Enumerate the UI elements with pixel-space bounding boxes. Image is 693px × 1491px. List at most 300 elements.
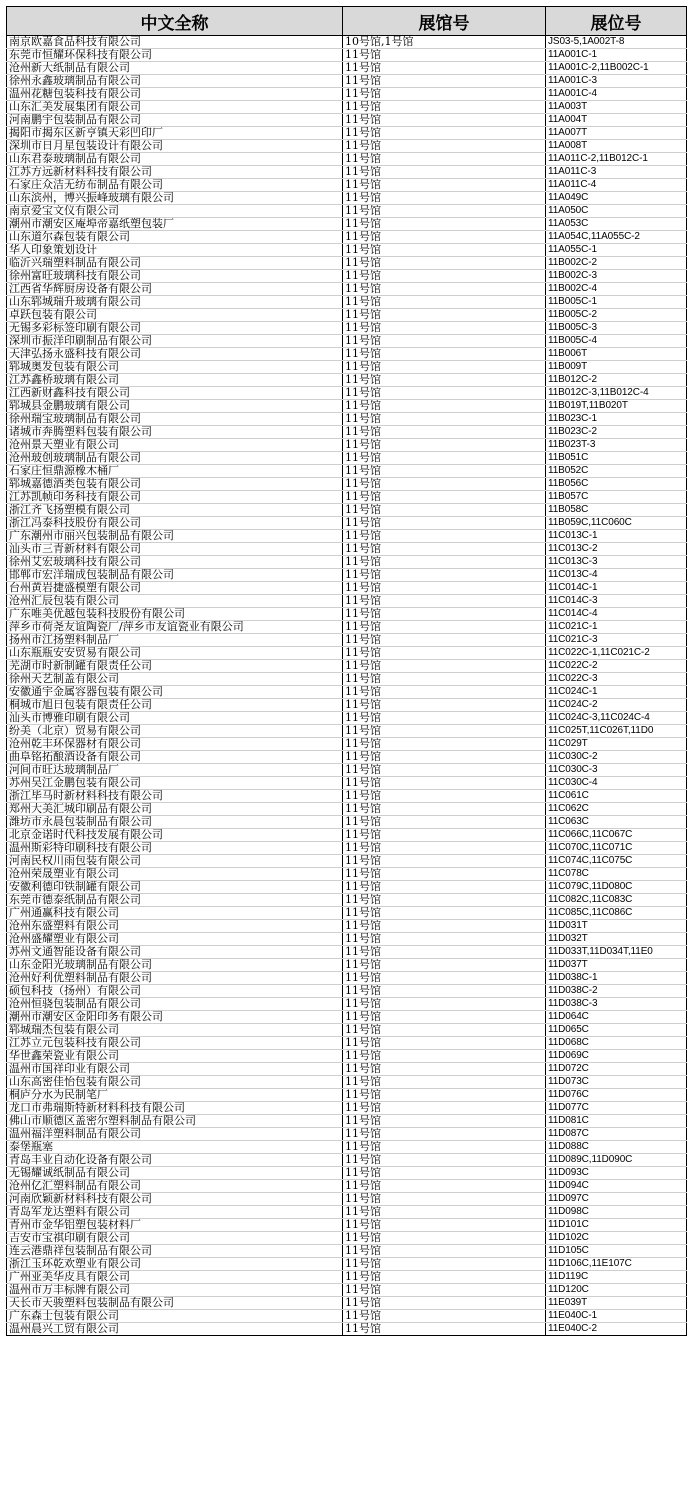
booth-number-cell[interactable]: 11A011C-3 — [546, 166, 687, 179]
booth-number-cell[interactable]: 11C013C-2 — [546, 543, 687, 556]
booth-number-cell[interactable]: 11D089C,11D090C — [546, 1154, 687, 1167]
booth-number-cell[interactable]: 11A001C-3 — [546, 75, 687, 88]
hall-number-cell[interactable]: 11号馆 — [343, 582, 546, 595]
company-name-cell[interactable]: 河南民权川雨包装有限公司 — [7, 855, 343, 868]
company-name-cell[interactable]: 安徽利德印铁制罐有限公司 — [7, 881, 343, 894]
hall-number-cell[interactable]: 11号馆 — [343, 998, 546, 1011]
hall-number-cell[interactable]: 11号馆 — [343, 556, 546, 569]
booth-number-cell[interactable]: 11C030C-2 — [546, 751, 687, 764]
hall-number-cell[interactable]: 11号馆 — [343, 452, 546, 465]
booth-number-cell[interactable]: 11A011C-4 — [546, 179, 687, 192]
hall-number-cell[interactable]: 11号馆 — [343, 1011, 546, 1024]
booth-number-cell[interactable]: 11C021C-1 — [546, 621, 687, 634]
company-name-cell[interactable]: 徐州艾宏玻璃科技有限公司 — [7, 556, 343, 569]
booth-number-cell[interactable]: 11C014C-3 — [546, 595, 687, 608]
booth-number-cell[interactable]: 11A053C — [546, 218, 687, 231]
hall-number-cell[interactable]: 11号馆 — [343, 1102, 546, 1115]
hall-number-cell[interactable]: 11号馆 — [343, 270, 546, 283]
hall-number-cell[interactable]: 11号馆 — [343, 1258, 546, 1271]
hall-number-cell[interactable]: 11号馆 — [343, 1297, 546, 1310]
company-name-cell[interactable]: 沧州荣晟塑业有限公司 — [7, 868, 343, 881]
hall-number-cell[interactable]: 11号馆 — [343, 465, 546, 478]
booth-number-cell[interactable]: 11B005C-4 — [546, 335, 687, 348]
company-name-cell[interactable]: 山东金阳光玻璃制品有限公司 — [7, 959, 343, 972]
hall-number-cell[interactable]: 11号馆 — [343, 1076, 546, 1089]
booth-number-cell[interactable]: 11B006T — [546, 348, 687, 361]
booth-number-cell[interactable]: 11B002C-4 — [546, 283, 687, 296]
booth-number-cell[interactable]: 11D065C — [546, 1024, 687, 1037]
booth-number-cell[interactable]: 11C021C-3 — [546, 634, 687, 647]
company-name-cell[interactable]: 连云港鼎祥包装制品有限公司 — [7, 1245, 343, 1258]
hall-number-cell[interactable]: 11号馆 — [343, 595, 546, 608]
hall-number-cell[interactable]: 11号馆 — [343, 868, 546, 881]
hall-number-cell[interactable]: 11号馆 — [343, 621, 546, 634]
company-name-cell[interactable]: 深圳市日月星包装设计有限公司 — [7, 140, 343, 153]
company-name-cell[interactable]: 广东森士包装有限公司 — [7, 1310, 343, 1323]
booth-number-cell[interactable]: 11D032T — [546, 933, 687, 946]
hall-number-cell[interactable]: 11号馆 — [343, 387, 546, 400]
hall-number-cell[interactable]: 11号馆 — [343, 972, 546, 985]
company-name-cell[interactable]: 华世鑫荣瓷业有限公司 — [7, 1050, 343, 1063]
hall-number-cell[interactable]: 11号馆 — [343, 439, 546, 452]
company-name-cell[interactable]: 温州斯彩特印刷科技有限公司 — [7, 842, 343, 855]
hall-number-cell[interactable]: 11号馆 — [343, 1154, 546, 1167]
hall-number-cell[interactable]: 11号馆 — [343, 244, 546, 257]
company-name-cell[interactable]: 硕包科技（扬州）有限公司 — [7, 985, 343, 998]
booth-number-cell[interactable]: 11B058C — [546, 504, 687, 517]
booth-number-cell[interactable]: 11D097C — [546, 1193, 687, 1206]
hall-number-cell[interactable]: 11号馆 — [343, 309, 546, 322]
hall-number-cell[interactable]: 11号馆 — [343, 634, 546, 647]
company-name-cell[interactable]: 沧州乾丰环保器材有限公司 — [7, 738, 343, 751]
company-name-cell[interactable]: 诸城市奔腾塑料包装有限公司 — [7, 426, 343, 439]
company-name-cell[interactable]: 江苏凯帧印务科技有限公司 — [7, 491, 343, 504]
company-name-cell[interactable]: 北京金诺时代科技发展有限公司 — [7, 829, 343, 842]
booth-number-cell[interactable]: 11D037T — [546, 959, 687, 972]
booth-number-cell[interactable]: 11C079C,11D080C — [546, 881, 687, 894]
company-name-cell[interactable]: 石家庄众洁无纺布制品有限公司 — [7, 179, 343, 192]
company-name-cell[interactable]: 深圳市振洋印刷制品有限公司 — [7, 335, 343, 348]
booth-number-cell[interactable]: 11C085C,11C086C — [546, 907, 687, 920]
booth-number-cell[interactable]: 11C013C-1 — [546, 530, 687, 543]
company-name-cell[interactable]: 沧州恒骁包装制品有限公司 — [7, 998, 343, 1011]
company-name-cell[interactable]: 无锡耀诚纸制品有限公司 — [7, 1167, 343, 1180]
company-name-cell[interactable]: 温州福洋塑料制品有限公司 — [7, 1128, 343, 1141]
hall-number-cell[interactable]: 11号馆 — [343, 491, 546, 504]
hall-number-cell[interactable]: 11号馆 — [343, 946, 546, 959]
hall-number-cell[interactable]: 11号馆 — [343, 1063, 546, 1076]
company-name-cell[interactable]: 天津弘扬永盛科技有限公司 — [7, 348, 343, 361]
company-name-cell[interactable]: 浙江玉环乾欢塑业有限公司 — [7, 1258, 343, 1271]
booth-number-cell[interactable]: 11D098C — [546, 1206, 687, 1219]
company-name-cell[interactable]: 无锡多彩标签印刷有限公司 — [7, 322, 343, 335]
company-name-cell[interactable]: 汕头市博雅印刷有限公司 — [7, 712, 343, 725]
company-name-cell[interactable]: 江苏鑫桥玻璃有限公司 — [7, 374, 343, 387]
hall-number-cell[interactable]: 11号馆 — [343, 530, 546, 543]
booth-number-cell[interactable]: 11B005C-1 — [546, 296, 687, 309]
company-name-cell[interactable]: 龙口市弗瑞斯特新材料科技有限公司 — [7, 1102, 343, 1115]
hall-number-cell[interactable]: 11号馆 — [343, 478, 546, 491]
company-name-cell[interactable]: 浙江齐飞扬塑模有限公司 — [7, 504, 343, 517]
booth-number-cell[interactable]: 11C061C — [546, 790, 687, 803]
company-name-cell[interactable]: 河南鹏宇包装制品有限公司 — [7, 114, 343, 127]
booth-number-cell[interactable]: JS03-5,1A002T-8 — [546, 36, 687, 49]
hall-number-cell[interactable]: 11号馆 — [343, 114, 546, 127]
booth-number-cell[interactable]: 11B052C — [546, 465, 687, 478]
company-name-cell[interactable]: 郓城瑞杰包装有限公司 — [7, 1024, 343, 1037]
company-name-cell[interactable]: 南京欧嘉食品科技有限公司 — [7, 36, 343, 49]
booth-number-cell[interactable]: 11A001C-2,11B002C-1 — [546, 62, 687, 75]
hall-number-cell[interactable]: 11号馆 — [343, 335, 546, 348]
hall-number-cell[interactable]: 11号馆 — [343, 127, 546, 140]
hall-number-cell[interactable]: 11号馆 — [343, 192, 546, 205]
company-name-cell[interactable]: 沧州汇辰包装有限公司 — [7, 595, 343, 608]
booth-number-cell[interactable]: 11D093C — [546, 1167, 687, 1180]
company-name-cell[interactable]: 江苏方远新材料科技有限公司 — [7, 166, 343, 179]
company-name-cell[interactable]: 河南欣颖新材料科技有限公司 — [7, 1193, 343, 1206]
company-name-cell[interactable]: 山东君泰玻璃制品有限公司 — [7, 153, 343, 166]
hall-number-cell[interactable]: 11号馆 — [343, 660, 546, 673]
hall-number-cell[interactable]: 11号馆 — [343, 920, 546, 933]
booth-number-cell[interactable]: 11D119C — [546, 1271, 687, 1284]
company-name-cell[interactable]: 桐城市旭日包装有限责任公司 — [7, 699, 343, 712]
hall-number-cell[interactable]: 11号馆 — [343, 1232, 546, 1245]
booth-number-cell[interactable]: 11D120C — [546, 1284, 687, 1297]
hall-number-cell[interactable]: 11号馆 — [343, 985, 546, 998]
hall-number-cell[interactable]: 11号馆 — [343, 231, 546, 244]
hall-number-cell[interactable]: 11号馆 — [343, 517, 546, 530]
company-name-cell[interactable]: 浙江毕马时新材料科技有限公司 — [7, 790, 343, 803]
company-name-cell[interactable]: 河间市旺达玻璃制品厂 — [7, 764, 343, 777]
booth-number-cell[interactable]: 11C074C,11C075C — [546, 855, 687, 868]
booth-number-cell[interactable]: 11B051C — [546, 452, 687, 465]
company-name-cell[interactable]: 青州市金华铝塑包装材料厂 — [7, 1219, 343, 1232]
hall-number-cell[interactable]: 11号馆 — [343, 205, 546, 218]
hall-number-cell[interactable]: 11号馆 — [343, 49, 546, 62]
booth-number-cell[interactable]: 11A011C-2,11B012C-1 — [546, 153, 687, 166]
hall-number-cell[interactable]: 11号馆 — [343, 647, 546, 660]
booth-number-cell[interactable]: 11D106C,11E107C — [546, 1258, 687, 1271]
company-name-cell[interactable]: 苏州文通智能设备有限公司 — [7, 946, 343, 959]
booth-number-cell[interactable]: 11B057C — [546, 491, 687, 504]
hall-number-cell[interactable]: 11号馆 — [343, 816, 546, 829]
hall-number-cell[interactable]: 11号馆 — [343, 62, 546, 75]
hall-number-cell[interactable]: 11号馆 — [343, 1219, 546, 1232]
booth-number-cell[interactable]: 11B005C-2 — [546, 309, 687, 322]
company-name-cell[interactable]: 徐州永鑫玻璃制品有限公司 — [7, 75, 343, 88]
hall-number-cell[interactable]: 11号馆 — [343, 374, 546, 387]
company-name-cell[interactable]: 临沂兴瑞塑料制品有限公司 — [7, 257, 343, 270]
company-name-cell[interactable]: 沧州盛耀塑业有限公司 — [7, 933, 343, 946]
hall-number-cell[interactable]: 11号馆 — [343, 738, 546, 751]
booth-number-cell[interactable]: 11E040C-2 — [546, 1323, 687, 1336]
company-name-cell[interactable]: 广州亚美华皮具有限公司 — [7, 1271, 343, 1284]
booth-number-cell[interactable]: 11B002C-2 — [546, 257, 687, 270]
booth-number-cell[interactable]: 11A055C-1 — [546, 244, 687, 257]
booth-number-cell[interactable]: 11C025T,11C026T,11D0 — [546, 725, 687, 738]
booth-number-cell[interactable]: 11D038C-2 — [546, 985, 687, 998]
company-name-cell[interactable]: 青岛丰业自动化设备有限公司 — [7, 1154, 343, 1167]
hall-number-cell[interactable]: 11号馆 — [343, 777, 546, 790]
hall-number-cell[interactable]: 11号馆 — [343, 361, 546, 374]
booth-number-cell[interactable]: 11C030C-4 — [546, 777, 687, 790]
company-name-cell[interactable]: 江西省华辉厨房设备有限公司 — [7, 283, 343, 296]
booth-number-cell[interactable]: 11A004T — [546, 114, 687, 127]
hall-number-cell[interactable]: 11号馆 — [343, 608, 546, 621]
hall-number-cell[interactable]: 11号馆 — [343, 1115, 546, 1128]
company-name-cell[interactable]: 温州市国祥印业有限公司 — [7, 1063, 343, 1076]
company-name-cell[interactable]: 佛山市顺德区盖密尔塑料制品有限公司 — [7, 1115, 343, 1128]
hall-number-cell[interactable]: 11号馆 — [343, 166, 546, 179]
company-name-cell[interactable]: 山东滨州，博兴振峰玻璃有限公司 — [7, 192, 343, 205]
hall-number-cell[interactable]: 11号馆 — [343, 1180, 546, 1193]
hall-number-cell[interactable]: 11号馆 — [343, 959, 546, 972]
booth-number-cell[interactable]: 11B019T,11B020T — [546, 400, 687, 413]
hall-number-cell[interactable]: 11号馆 — [343, 907, 546, 920]
hall-number-cell[interactable]: 11号馆 — [343, 686, 546, 699]
company-name-cell[interactable]: 纷美（北京）贸易有限公司 — [7, 725, 343, 738]
hall-number-cell[interactable]: 11号馆 — [343, 1128, 546, 1141]
hall-number-cell[interactable]: 11号馆 — [343, 842, 546, 855]
booth-number-cell[interactable]: 11D087C — [546, 1128, 687, 1141]
hall-number-cell[interactable]: 11号馆 — [343, 426, 546, 439]
hall-number-cell[interactable]: 11号馆 — [343, 283, 546, 296]
company-name-cell[interactable]: 山东道尔森包装有限公司 — [7, 231, 343, 244]
company-name-cell[interactable]: 苏州吴江金鹏包装有限公司 — [7, 777, 343, 790]
hall-number-cell[interactable]: 11号馆 — [343, 1024, 546, 1037]
company-name-cell[interactable]: 沧州东盛塑料有限公司 — [7, 920, 343, 933]
company-name-cell[interactable]: 江苏立元包装科技有限公司 — [7, 1037, 343, 1050]
booth-number-cell[interactable]: 11D101C — [546, 1219, 687, 1232]
booth-number-cell[interactable]: 11C014C-1 — [546, 582, 687, 595]
company-name-cell[interactable]: 南京爱宝文仪有限公司 — [7, 205, 343, 218]
hall-number-cell[interactable]: 11号馆 — [343, 725, 546, 738]
hall-number-cell[interactable]: 11号馆 — [343, 699, 546, 712]
booth-number-cell[interactable]: 11B012C-3,11B012C-4 — [546, 387, 687, 400]
hall-number-cell[interactable]: 11号馆 — [343, 673, 546, 686]
booth-number-cell[interactable]: 11D094C — [546, 1180, 687, 1193]
hall-number-cell[interactable]: 11号馆 — [343, 1193, 546, 1206]
company-name-cell[interactable]: 天长市天骏塑料包装制品有限公司 — [7, 1297, 343, 1310]
booth-number-cell[interactable]: 11D081C — [546, 1115, 687, 1128]
booth-number-cell[interactable]: 11D038C-1 — [546, 972, 687, 985]
hall-number-cell[interactable]: 11号馆 — [343, 75, 546, 88]
booth-number-cell[interactable]: 11D069C — [546, 1050, 687, 1063]
booth-number-cell[interactable]: 11D102C — [546, 1232, 687, 1245]
hall-number-cell[interactable]: 11号馆 — [343, 1037, 546, 1050]
booth-number-cell[interactable]: 11A054C,11A055C-2 — [546, 231, 687, 244]
booth-number-cell[interactable]: 11C024C-1 — [546, 686, 687, 699]
booth-number-cell[interactable]: 11B023T-3 — [546, 439, 687, 452]
booth-number-cell[interactable]: 11C062C — [546, 803, 687, 816]
company-name-cell[interactable]: 泰堡瓶塞 — [7, 1141, 343, 1154]
hall-number-cell[interactable]: 11号馆 — [343, 1284, 546, 1297]
hall-number-cell[interactable]: 11号馆 — [343, 400, 546, 413]
booth-number-cell[interactable]: 11D064C — [546, 1011, 687, 1024]
booth-number-cell[interactable]: 11C022C-2 — [546, 660, 687, 673]
booth-number-cell[interactable]: 11C030C-3 — [546, 764, 687, 777]
hall-number-cell[interactable]: 11号馆 — [343, 764, 546, 777]
booth-number-cell[interactable]: 11D073C — [546, 1076, 687, 1089]
company-name-cell[interactable]: 江西新财鑫科技有限公司 — [7, 387, 343, 400]
booth-number-cell[interactable]: 11C066C,11C067C — [546, 829, 687, 842]
booth-number-cell[interactable]: 11E039T — [546, 1297, 687, 1310]
hall-number-cell[interactable]: 11号馆 — [343, 1245, 546, 1258]
booth-number-cell[interactable]: 11C024C-2 — [546, 699, 687, 712]
booth-number-cell[interactable]: 11A008T — [546, 140, 687, 153]
booth-number-cell[interactable]: 11B059C,11C060C — [546, 517, 687, 530]
booth-number-cell[interactable]: 11B023C-2 — [546, 426, 687, 439]
hall-number-cell[interactable]: 10号馆,1号馆 — [343, 36, 546, 49]
company-name-cell[interactable]: 潮州市潮安区金阳印务有限公司 — [7, 1011, 343, 1024]
hall-number-cell[interactable]: 11号馆 — [343, 933, 546, 946]
company-name-cell[interactable]: 山东高密佳怡包装有限公司 — [7, 1076, 343, 1089]
company-name-cell[interactable]: 青岛军龙达塑料有限公司 — [7, 1206, 343, 1219]
hall-number-cell[interactable]: 11号馆 — [343, 348, 546, 361]
company-name-cell[interactable]: 徐州富旺玻璃科技有限公司 — [7, 270, 343, 283]
hall-number-cell[interactable]: 11号馆 — [343, 101, 546, 114]
hall-number-cell[interactable]: 11号馆 — [343, 881, 546, 894]
company-name-cell[interactable]: 邯郸市宏洋瑞成包装制品有限公司 — [7, 569, 343, 582]
booth-number-cell[interactable]: 11D072C — [546, 1063, 687, 1076]
hall-number-cell[interactable]: 11号馆 — [343, 140, 546, 153]
company-name-cell[interactable]: 萍乡市荷尧友谊陶瓷厂/萍乡市友谊瓷业有限公司 — [7, 621, 343, 634]
booth-number-cell[interactable]: 11C082C,11C083C — [546, 894, 687, 907]
booth-number-cell[interactable]: 11A049C — [546, 192, 687, 205]
hall-number-cell[interactable]: 11号馆 — [343, 296, 546, 309]
company-name-cell[interactable]: 广东唯美优越包装科技股份有限公司 — [7, 608, 343, 621]
booth-number-cell[interactable]: 11D077C — [546, 1102, 687, 1115]
booth-number-cell[interactable]: 11D033T,11D034T,11E0 — [546, 946, 687, 959]
hall-number-cell[interactable]: 11号馆 — [343, 1050, 546, 1063]
hall-number-cell[interactable]: 11号馆 — [343, 88, 546, 101]
hall-number-cell[interactable]: 11号馆 — [343, 712, 546, 725]
company-name-cell[interactable]: 华人印象策划设计 — [7, 244, 343, 257]
hall-number-cell[interactable]: 11号馆 — [343, 543, 546, 556]
hall-number-cell[interactable]: 11号馆 — [343, 855, 546, 868]
booth-number-cell[interactable]: 11C063C — [546, 816, 687, 829]
company-name-cell[interactable]: 沧州好利优塑料制品有限公司 — [7, 972, 343, 985]
company-name-cell[interactable]: 山东郓城瑞升玻璃有限公司 — [7, 296, 343, 309]
hall-number-cell[interactable]: 11号馆 — [343, 803, 546, 816]
booth-number-cell[interactable]: 11A001C-1 — [546, 49, 687, 62]
company-name-cell[interactable]: 沧州景天塑业有限公司 — [7, 439, 343, 452]
booth-number-cell[interactable]: 11D038C-3 — [546, 998, 687, 1011]
booth-number-cell[interactable]: 11B012C-2 — [546, 374, 687, 387]
hall-number-cell[interactable]: 11号馆 — [343, 751, 546, 764]
company-name-cell[interactable]: 东莞市恒耀环保科技有限公司 — [7, 49, 343, 62]
company-name-cell[interactable]: 温州晨兴工贸有限公司 — [7, 1323, 343, 1336]
booth-number-cell[interactable]: 11D031T — [546, 920, 687, 933]
booth-number-cell[interactable]: 11B023C-1 — [546, 413, 687, 426]
booth-number-cell[interactable]: 11C024C-3,11C024C-4 — [546, 712, 687, 725]
booth-number-cell[interactable]: 11E040C-1 — [546, 1310, 687, 1323]
hall-number-cell[interactable]: 11号馆 — [343, 1323, 546, 1336]
company-name-cell[interactable]: 吉安市宝祺印刷有限公司 — [7, 1232, 343, 1245]
booth-number-cell[interactable]: 11B056C — [546, 478, 687, 491]
company-name-cell[interactable]: 郓城嘉德酒类包装有限公司 — [7, 478, 343, 491]
company-name-cell[interactable]: 山东汇美发展集团有限公司 — [7, 101, 343, 114]
company-name-cell[interactable]: 安徽通宇金属容器包装有限公司 — [7, 686, 343, 699]
company-name-cell[interactable]: 东莞市德泰纸制品有限公司 — [7, 894, 343, 907]
company-name-cell[interactable]: 潮州市潮安区庵埠帝嘉纸塑包装厂 — [7, 218, 343, 231]
booth-number-cell[interactable]: 11C022C-1,11C021C-2 — [546, 647, 687, 660]
hall-number-cell[interactable]: 11号馆 — [343, 894, 546, 907]
booth-number-cell[interactable]: 11B009T — [546, 361, 687, 374]
company-name-cell[interactable]: 桐庐分水为民制笔厂 — [7, 1089, 343, 1102]
company-name-cell[interactable]: 汕头市三青新材料有限公司 — [7, 543, 343, 556]
company-name-cell[interactable]: 浙江冯泰科技股份有限公司 — [7, 517, 343, 530]
company-name-cell[interactable]: 广东潮州市丽兴包装制品有限公司 — [7, 530, 343, 543]
header-hall-number[interactable]: 展馆号 — [343, 7, 546, 36]
hall-number-cell[interactable]: 11号馆 — [343, 218, 546, 231]
company-name-cell[interactable]: 徐州天艺制盖有限公司 — [7, 673, 343, 686]
company-name-cell[interactable]: 广州通赢科技有限公司 — [7, 907, 343, 920]
hall-number-cell[interactable]: 11号馆 — [343, 504, 546, 517]
header-company-name[interactable]: 中文全称 — [7, 7, 343, 36]
booth-number-cell[interactable]: 11A001C-4 — [546, 88, 687, 101]
hall-number-cell[interactable]: 11号馆 — [343, 1206, 546, 1219]
booth-number-cell[interactable]: 11D076C — [546, 1089, 687, 1102]
hall-number-cell[interactable]: 11号馆 — [343, 790, 546, 803]
hall-number-cell[interactable]: 11号馆 — [343, 322, 546, 335]
hall-number-cell[interactable]: 11号馆 — [343, 1089, 546, 1102]
company-name-cell[interactable]: 郑州大美汇城印刷品有限公司 — [7, 803, 343, 816]
header-booth-number[interactable]: 展位号 — [546, 7, 687, 36]
booth-number-cell[interactable]: 11C029T — [546, 738, 687, 751]
booth-number-cell[interactable]: 11A050C — [546, 205, 687, 218]
booth-number-cell[interactable]: 11C013C-4 — [546, 569, 687, 582]
booth-number-cell[interactable]: 11C070C,11C071C — [546, 842, 687, 855]
company-name-cell[interactable]: 沧州亿汇塑料制品有限公司 — [7, 1180, 343, 1193]
company-name-cell[interactable]: 潍坊市永晨包装制品有限公司 — [7, 816, 343, 829]
hall-number-cell[interactable]: 11号馆 — [343, 1310, 546, 1323]
booth-number-cell[interactable]: 11C013C-3 — [546, 556, 687, 569]
booth-number-cell[interactable]: 11A007T — [546, 127, 687, 140]
company-name-cell[interactable]: 郓城县金鹏玻璃有限公司 — [7, 400, 343, 413]
company-name-cell[interactable]: 芜湖市时新制罐有限责任公司 — [7, 660, 343, 673]
company-name-cell[interactable]: 沧州新大纸制品有限公司 — [7, 62, 343, 75]
company-name-cell[interactable]: 扬州市江扬塑料制品厂 — [7, 634, 343, 647]
hall-number-cell[interactable]: 11号馆 — [343, 569, 546, 582]
booth-number-cell[interactable]: 11D105C — [546, 1245, 687, 1258]
booth-number-cell[interactable]: 11B005C-3 — [546, 322, 687, 335]
hall-number-cell[interactable]: 11号馆 — [343, 1167, 546, 1180]
hall-number-cell[interactable]: 11号馆 — [343, 257, 546, 270]
booth-number-cell[interactable]: 11A003T — [546, 101, 687, 114]
hall-number-cell[interactable]: 11号馆 — [343, 413, 546, 426]
company-name-cell[interactable]: 卓跃包装有限公司 — [7, 309, 343, 322]
company-name-cell[interactable]: 石家庄恒鼎源橡木桶厂 — [7, 465, 343, 478]
company-name-cell[interactable]: 揭阳市揭东区新亨镇天彩凹印厂 — [7, 127, 343, 140]
hall-number-cell[interactable]: 11号馆 — [343, 1271, 546, 1284]
booth-number-cell[interactable]: 11B002C-3 — [546, 270, 687, 283]
hall-number-cell[interactable]: 11号馆 — [343, 153, 546, 166]
booth-number-cell[interactable]: 11D088C — [546, 1141, 687, 1154]
company-name-cell[interactable]: 温州市万丰标牌有限公司 — [7, 1284, 343, 1297]
company-name-cell[interactable]: 徐州瑞宝玻璃制品有限公司 — [7, 413, 343, 426]
company-name-cell[interactable]: 山东瓶瓶安安贸易有限公司 — [7, 647, 343, 660]
hall-number-cell[interactable]: 11号馆 — [343, 829, 546, 842]
hall-number-cell[interactable]: 11号馆 — [343, 1141, 546, 1154]
company-name-cell[interactable]: 曲阜铭拓酿酒设备有限公司 — [7, 751, 343, 764]
company-name-cell[interactable]: 台州黄岩捷盛模塑有限公司 — [7, 582, 343, 595]
booth-number-cell[interactable]: 11D068C — [546, 1037, 687, 1050]
company-name-cell[interactable]: 郓城奥发包装有限公司 — [7, 361, 343, 374]
booth-number-cell[interactable]: 11C022C-3 — [546, 673, 687, 686]
booth-number-cell[interactable]: 11C014C-4 — [546, 608, 687, 621]
company-name-cell[interactable]: 温州花糖包装科技有限公司 — [7, 88, 343, 101]
